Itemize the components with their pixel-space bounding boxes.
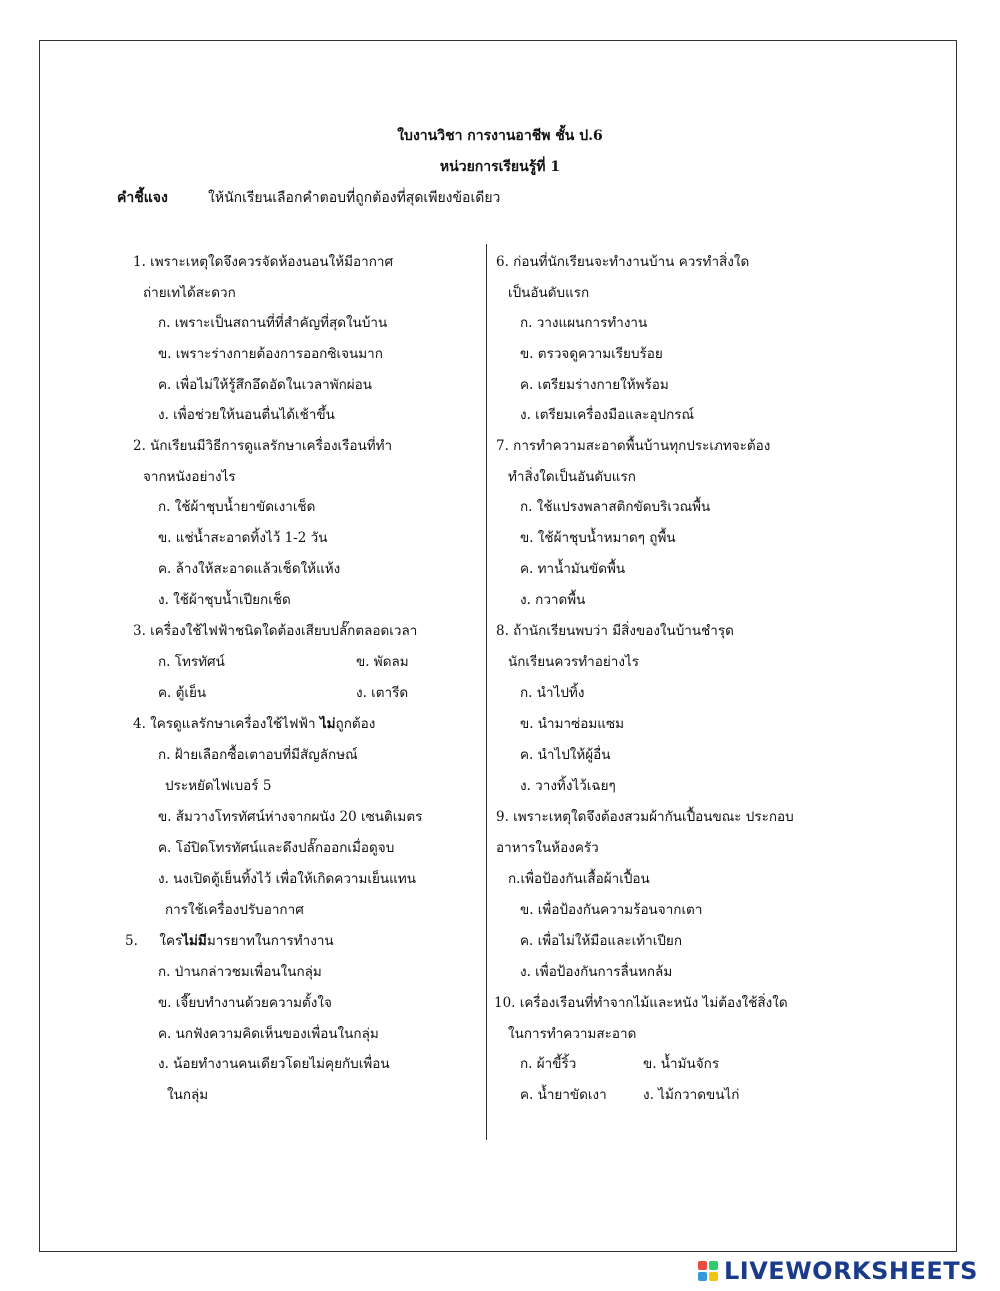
logo-block — [698, 1272, 707, 1281]
logo-block — [709, 1261, 718, 1270]
q4-option-d: ง. นงเปิดตู้เย็นทิ้งไว้ เพื่อให้เกิดความเย็นแทน — [158, 871, 416, 887]
q9-option-d: ง. เพื่อป้องกันการลื่นหกล้ม — [520, 964, 673, 980]
liveworksheets-logo[interactable] — [698, 1257, 978, 1285]
q5-option-c: ค. นกฟังความคิดเห็นของเพื่อนในกลุ่ม — [158, 1026, 379, 1042]
q4-option-c: ค. โอ๋ปิดโทรทัศน์และดึงปลั๊กออกเมื่อดูจบ — [158, 840, 395, 856]
q4-option-b: ข. ส้มวางโทรทัศน์ห่างจากผนัง 20 เซนติเมตร — [158, 809, 423, 825]
question-2: 2. นักเรียนมีวิธีการดูแลรักษาเครื่องเรือนที่ทำ — [133, 438, 393, 454]
q5-option-a: ก. ป่านกล่าวชมเพื่อนในกลุ่ม — [158, 964, 322, 980]
instruction-label: คำชี้แจง — [117, 190, 168, 206]
question-5 — [125, 931, 334, 951]
q8-option-a: ก. นำไปทิ้ง — [520, 685, 585, 701]
q7-option-d: ง. กวาดพื้น — [520, 592, 586, 608]
question-5-emphasis: ไม่มี — [182, 933, 207, 949]
q6-option-c: ค. เตรียมร่างกายให้พร้อม — [520, 377, 669, 393]
question-6-cont: เป็นอันดับแรก — [508, 285, 590, 301]
logo-blocks-icon — [698, 1261, 718, 1281]
question-5-text: ใคร — [159, 933, 183, 949]
question-4-text: 4. ใครดูแลรักษาเครื่องใช้ไฟฟ้า — [133, 716, 316, 732]
question-7-cont: ทำสิ่งใดเป็นอันดับแรก — [508, 469, 636, 485]
q9-option-b: ข. เพื่อป้องกันความร้อนจากเตา — [520, 902, 703, 918]
q8-option-b: ข. นำมาซ่อมแซม — [520, 716, 625, 732]
q6-option-b: ข. ตรวจดูความเรียบร้อย — [520, 346, 663, 362]
q1-option-a: ก. เพราะเป็นสถานที่ที่สำคัญที่สุดในบ้าน — [158, 315, 388, 331]
worksheet-title: ใบงานวิชา การงานอาชีพ ชั้น ป.6 — [397, 128, 603, 144]
q2-option-b: ข. แช่น้ำสะอาดทิ้งไว้ 1-2 วัน — [158, 530, 328, 546]
logo-block — [709, 1272, 718, 1281]
question-1: 1. เพราะเหตุใดจึงควรจัดห้องนอนให้มีอากาศ — [133, 254, 394, 270]
question-3: 3. เครื่องใช้ไฟฟ้าชนิดใดต้องเสียบปลั๊กตลอดเวลา — [133, 623, 418, 639]
q5-option-b: ข. เจี๊ยบทำงานด้วยความตั้งใจ — [158, 995, 332, 1011]
q4-option-a-cont: ประหยัดไฟเบอร์ 5 — [165, 778, 272, 794]
q3-option-d: ง. เตารีด — [356, 685, 409, 701]
question-9: 9. เพราะเหตุใดจึงต้องสวมผ้ากันเปื้อนขณะ ประกอบ — [496, 809, 794, 825]
question-5-number: 5. — [125, 933, 138, 949]
question-2-cont: จากหนังอย่างไร — [143, 469, 236, 485]
question-8: 8. ถ้านักเรียนพบว่า มีสิ่งของในบ้านชำรุด — [496, 623, 734, 639]
question-9-cont: อาหารในห้องครัว — [496, 840, 599, 856]
q8-option-c: ค. นำไปให้ผู้อื่น — [520, 747, 611, 763]
question-1-cont: ถ่ายเทได้สะดวก — [143, 285, 236, 301]
q3-option-a: ก. โทรทัศน์ — [158, 654, 225, 670]
q10-option-c: ค. น้ำยาขัดเงา — [520, 1087, 607, 1103]
question-8-cont: นักเรียนควรทำอย่างไร — [508, 654, 639, 670]
question-4 — [133, 714, 375, 734]
q7-option-a: ก. ใช้แปรงพลาสติกขัดบริเวณพื้น — [520, 499, 711, 515]
logo-block — [698, 1261, 707, 1270]
question-4-emphasis: ไม่ — [319, 716, 336, 732]
question-10-cont: ในการทำความสะอาด — [508, 1026, 637, 1042]
column-divider — [486, 244, 487, 1140]
q5-option-d-cont: ในกลุ่ม — [167, 1087, 209, 1103]
unit-subtitle: หน่วยการเรียนรู้ที่ 1 — [439, 159, 561, 175]
q7-option-b: ข. ใช้ผ้าชุบน้ำหมาดๆ ถูพื้น — [520, 530, 676, 546]
instruction-text: ให้นักเรียนเลือกคำตอบที่ถูกต้องที่สุดเพียงข้อเดียว — [208, 190, 501, 206]
question-4-text-end: ถูกต้อง — [335, 716, 376, 732]
q3-option-c: ค. ตู้เย็น — [158, 685, 207, 701]
q4-option-a: ก. ฝ้ายเลือกซื้อเตาอบที่มีสัญลักษณ์ — [158, 747, 358, 763]
q8-option-d: ง. วางทิ้งไว้เฉยๆ — [520, 778, 616, 794]
q6-option-a: ก. วางแผนการทำงาน — [520, 315, 648, 331]
q2-option-d: ง. ใช้ผ้าชุบน้ำเปียกเช็ด — [158, 592, 291, 608]
q9-option-a: ก.เพื่อป้องกันเสื้อผ้าเปื้อน — [508, 871, 650, 887]
q7-option-c: ค. ทาน้ำมันขัดพื้น — [520, 561, 626, 577]
question-10: 10. เครื่องเรือนที่ทำจากไม้และหนัง ไม่ต้องใช้สิ่งใด — [494, 995, 788, 1011]
q10-option-b: ข. น้ำมันจักร — [643, 1056, 720, 1072]
q6-option-d: ง. เตรียมเครื่องมือและอุปกรณ์ — [520, 407, 695, 423]
q3-option-b: ข. พัดลม — [356, 654, 409, 670]
q10-option-a: ก. ผ้าขี้ริ้ว — [520, 1056, 577, 1072]
logo-text: LIVEWORKSHEETS — [724, 1257, 978, 1285]
q5-option-d: ง. น้อยทำงานคนเดียวโดยไม่คุยกับเพื่อน — [158, 1056, 390, 1072]
q9-option-c: ค. เพื่อไม่ให้มือและเท้าเปียก — [520, 933, 683, 949]
q4-option-d-cont: การใช้เครื่องปรับอากาศ — [165, 902, 304, 918]
question-7: 7. การทำความสะอาดพื้นบ้านทุกประเภทจะต้อง — [496, 438, 771, 454]
q1-option-c: ค. เพื่อไม่ให้รู้สึกอึดอัดในเวลาพักผ่อน — [158, 377, 373, 393]
q10-option-d: ง. ไม้กวาดขนไก่ — [643, 1087, 740, 1103]
question-6: 6. ก่อนที่นักเรียนจะทำงานบ้าน ควรทำสิ่งใด — [496, 254, 750, 270]
q1-option-d: ง. เพื่อช่วยให้นอนตื่นได้เช้าขึ้น — [158, 407, 335, 423]
q2-option-c: ค. ล้างให้สะอาดแล้วเช็ดให้แห้ง — [158, 561, 341, 577]
q1-option-b: ข. เพราะร่างกายต้องการออกซิเจนมาก — [158, 346, 383, 362]
question-5-text-end: มารยาทในการทำงาน — [206, 933, 334, 949]
q2-option-a: ก. ใช้ผ้าชุบน้ำยาขัดเงาเช็ด — [158, 499, 316, 515]
